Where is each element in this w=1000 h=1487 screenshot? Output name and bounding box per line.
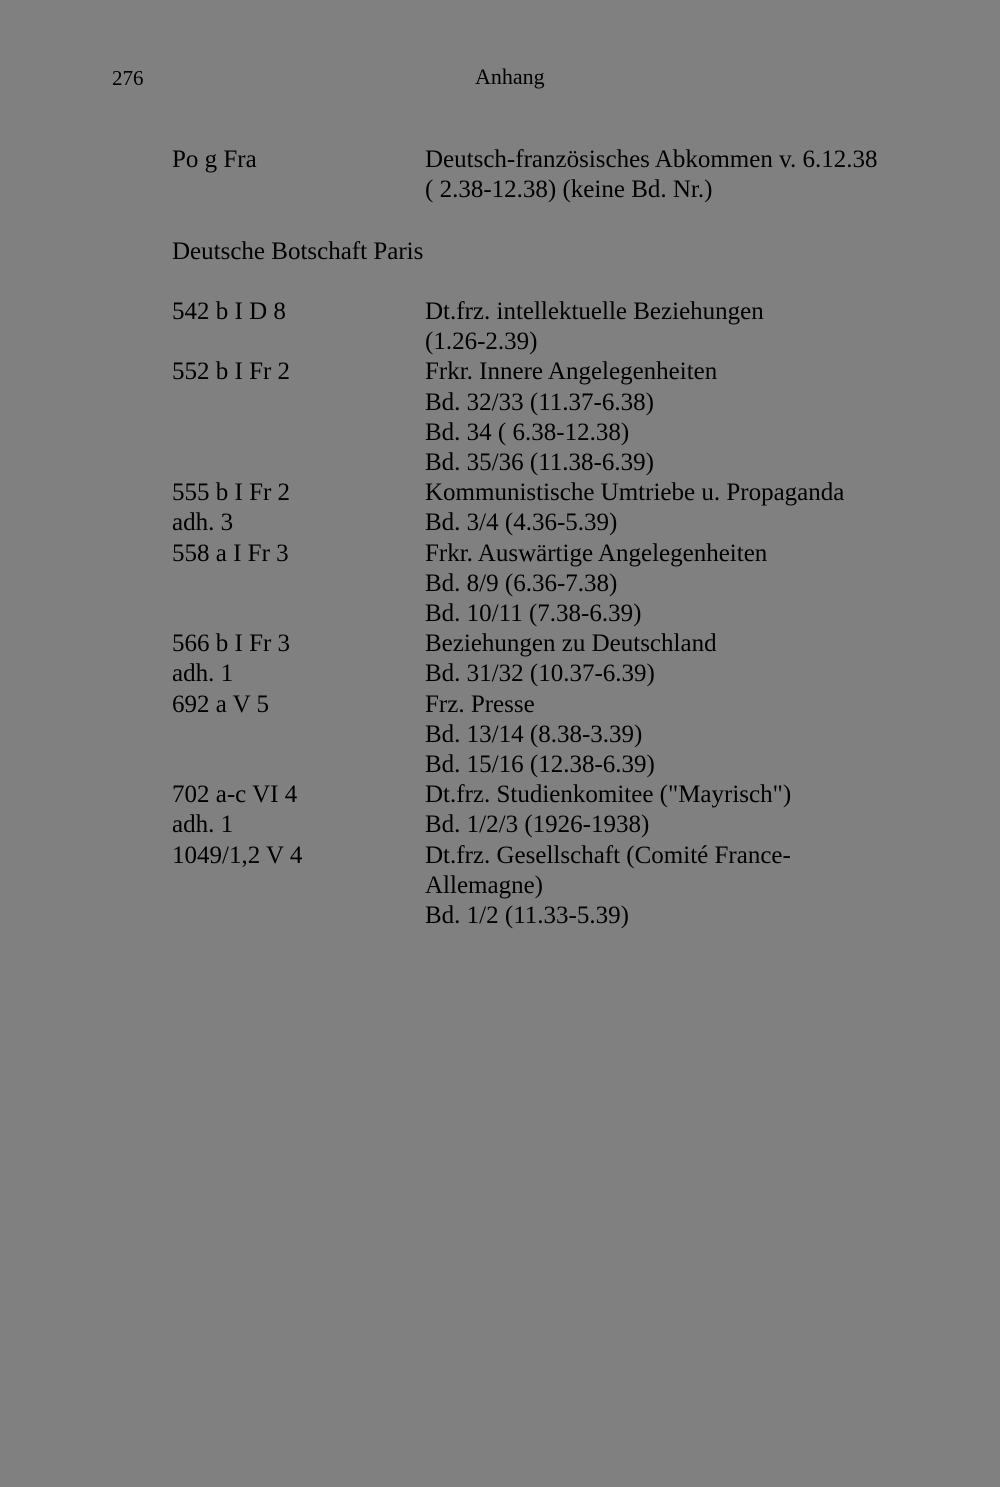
- signature-cell: [172, 901, 425, 931]
- signature-cell: 566 b I Fr 3: [172, 630, 291, 658]
- description-cell: Bd. 32/33 (11.37-6.38): [425, 388, 654, 416]
- description-cell: Bd. 13/14 (8.38-3.39): [425, 720, 643, 748]
- table-row: [172, 629, 932, 659]
- description-cell: Bd. 10/11 (7.38-6.39): [425, 600, 642, 628]
- signature-cell: [172, 720, 425, 750]
- description-cell: Bd. 15/16 (12.38-6.39): [425, 751, 655, 779]
- description-cell: Bd. 31/32 (10.37-6.39): [425, 660, 655, 688]
- archive-table: [172, 297, 932, 931]
- table-row: [172, 810, 932, 840]
- table-row: [172, 327, 932, 357]
- intro-description-line: Deutsch-französisches Abkommen v. 6.12.38: [425, 146, 878, 173]
- signature-cell: 552 b I Fr 2: [172, 358, 291, 386]
- signature-cell: adh. 1: [172, 660, 234, 688]
- signature-cell: 1049/1,2 V 4: [172, 841, 303, 869]
- table-row: [172, 418, 932, 448]
- description-cell: Frkr. Auswärtige Angelegenheiten: [425, 539, 768, 567]
- intro-description-line: ( 2.38-12.38) (keine Bd. Nr.): [425, 176, 713, 204]
- table-row: [172, 357, 932, 387]
- description-cell: Bd. 3/4 (4.36-5.39): [425, 509, 618, 537]
- signature-cell: 702 a-c VI 4: [172, 781, 298, 809]
- signature-cell: [172, 327, 425, 357]
- intro-row: [172, 175, 932, 205]
- description-cell: Frkr. Innere Angelegenheiten: [425, 358, 718, 386]
- table-row: [172, 750, 932, 780]
- description-cell: Bd. 35/36 (11.38-6.39): [425, 449, 654, 477]
- signature-cell: [172, 448, 425, 478]
- section-title: Deutsche Botschaft Paris: [172, 238, 424, 265]
- table-row: [172, 901, 932, 931]
- description-cell: Bd. 1/2/3 (1926-1938): [425, 811, 650, 839]
- table-row: [172, 448, 932, 478]
- description-cell: Allemagne): [425, 871, 544, 899]
- description-cell: Dt.frz. intellektuelle Beziehungen: [425, 298, 764, 325]
- table-row: [172, 539, 932, 569]
- signature-cell: [172, 418, 425, 448]
- table-row: [172, 720, 932, 750]
- table-row: [172, 297, 932, 327]
- description-cell: Frz. Presse: [425, 690, 535, 718]
- signature-cell: [172, 871, 425, 901]
- signature-cell: adh. 3: [172, 509, 234, 537]
- running-head: Anhang: [475, 64, 545, 89]
- table-row: [172, 690, 932, 720]
- signature-cell: [172, 569, 425, 599]
- table-row: [172, 841, 932, 871]
- signature-cell: 555 b I Fr 2: [172, 479, 291, 507]
- description-cell: Bd. 34 ( 6.38-12.38): [425, 418, 630, 446]
- description-cell: Beziehungen zu Deutschland: [425, 630, 717, 658]
- table-row: [172, 659, 932, 689]
- table-row: [172, 780, 932, 810]
- signature-cell: [172, 750, 425, 780]
- description-cell: Dt.frz. Gesellschaft (Comité France-: [425, 841, 791, 869]
- description-cell: Bd. 1/2 (11.33-5.39): [425, 902, 629, 930]
- table-row: [172, 478, 932, 508]
- signature-cell: adh. 1: [172, 811, 234, 839]
- description-cell: Bd. 8/9 (6.36-7.38): [425, 569, 618, 597]
- signature-cell: 692 a V 5: [172, 690, 269, 718]
- intro-signature-empty: [172, 175, 425, 205]
- signature-cell: [172, 388, 425, 418]
- table-row: [172, 871, 932, 901]
- table-row: [172, 508, 932, 538]
- page-number: 276: [112, 66, 144, 90]
- table-row: [172, 569, 932, 599]
- description-cell: Dt.frz. Studienkomitee ("Mayrisch"): [425, 781, 792, 809]
- table-row: [172, 388, 932, 418]
- description-cell: Kommunistische Umtriebe u. Propaganda: [425, 479, 845, 507]
- description-cell: (1.26-2.39): [425, 328, 538, 356]
- intro-signature: Po g Fra: [172, 146, 257, 173]
- signature-cell: [172, 599, 425, 629]
- signature-cell: 542 b I D 8: [172, 298, 286, 325]
- intro-entry: [172, 145, 932, 205]
- table-row: [172, 599, 932, 629]
- intro-row: [172, 145, 932, 175]
- signature-cell: 558 a I Fr 3: [172, 539, 289, 567]
